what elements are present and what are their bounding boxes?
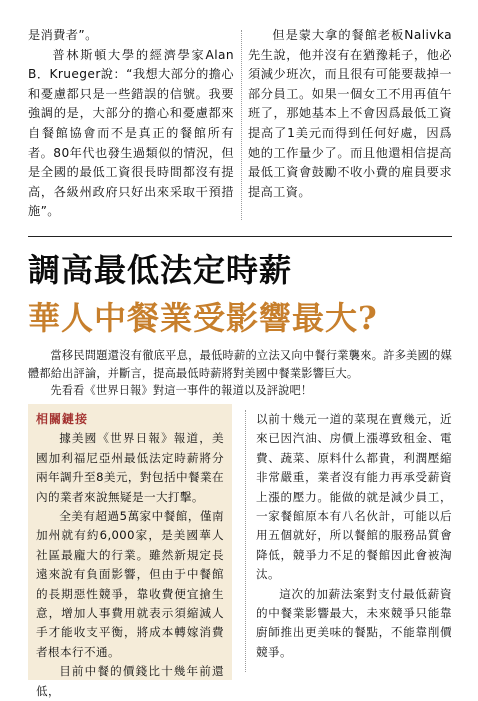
intro-paragraph: 當移民問題還沒有徹底平息，最低時薪的立法又向中餐行業襲來。許多美國的媒體都給出評論，并斷言，提高最低時薪將對美國中餐業影響巨大。 — [28, 349, 452, 380]
headline: 調高最低法定時薪 — [28, 251, 293, 289]
paragraph: 是消費者”。 — [28, 28, 98, 42]
column-divider — [245, 410, 246, 672]
column-divider — [241, 30, 242, 220]
section-rule — [28, 236, 452, 237]
article-column-top-left — [28, 26, 234, 222]
paragraph: 據美國《世界日報》報道，美國加利福尼亞州最低法定時薪將分兩年調升至8美元，對包括中餐業在內的業者來說無疑是一大打擊。 — [36, 431, 224, 504]
paragraph: 普林斯頓大學的經濟學家Alan B．Krueger說：“我想大部分的擔心和憂慮都只是一些錯誤的信號。我要強調的是，大部分的擔心和憂慮都來自餐館協會而不是真正的餐館所有者。80年代也發生過類似的情況，但是全國的最低工資很長時間都沒有提高，各級州政府只好出來采取干預措施”。 — [28, 47, 234, 219]
intro-paragraphs — [28, 347, 452, 400]
paragraph: 但是蒙大拿的餐館老板Nalivka先生說，他并沒有在猶豫耗子，他必須減少班次，而且很有可能要裁掉一部分員工。如果一個女工不用再值午班了，那她基本上不會因爲最低工資提高了1美元而得到任何好處，因爲她的工作量少了。而且他還相信提高最低工資會鼓勵不收小費的雇員要求提高工資。 — [248, 28, 452, 199]
paragraph: 以前十幾元一道的菜現在賣幾元，近來已因汽油、房價上漲導致租金、電費、蔬菜、原料什么都貴，利潤壓縮非常嚴重，業者沒有能力再承受薪資上漲的壓力。能做的就是減少員工，一家餐館原本有八名伙計，可能以后用五個就好，所以餐館的服務品質會降低，競爭力不足的餐館因此會被淘汰。 — [256, 412, 452, 582]
article-column-bottom-right — [256, 410, 452, 662]
article-column-top-right — [248, 26, 452, 202]
paragraph: 目前中餐的價錢比十幾年前還低， — [36, 664, 224, 698]
related-links-heading: 相關鏈接 — [36, 412, 89, 426]
paragraph: 全美有超過5萬家中餐館，僅南加州就有約6,000家，是美國華人社區最龐大的行業。雖然新規定長遠來說有負面影響，但由于中餐館的長期惡性競爭，靠收費便宜搶生意，增加人事費用就表示須縮減人手才能收支平衡，將成本轉嫁消費者根本行不通。 — [36, 509, 224, 659]
paragraph: 這次的加薪法案對支付最低薪資的中餐業影響最大，未來競爭只能靠廚師推出更美味的餐點，不能靠削價競爭。 — [256, 586, 452, 659]
intro-paragraph: 先看看《世界日報》對這一事件的報道以及評說吧！ — [50, 384, 313, 397]
related-links-text — [36, 410, 224, 701]
subheadline: 華人中餐業受影響最大? — [28, 299, 378, 337]
